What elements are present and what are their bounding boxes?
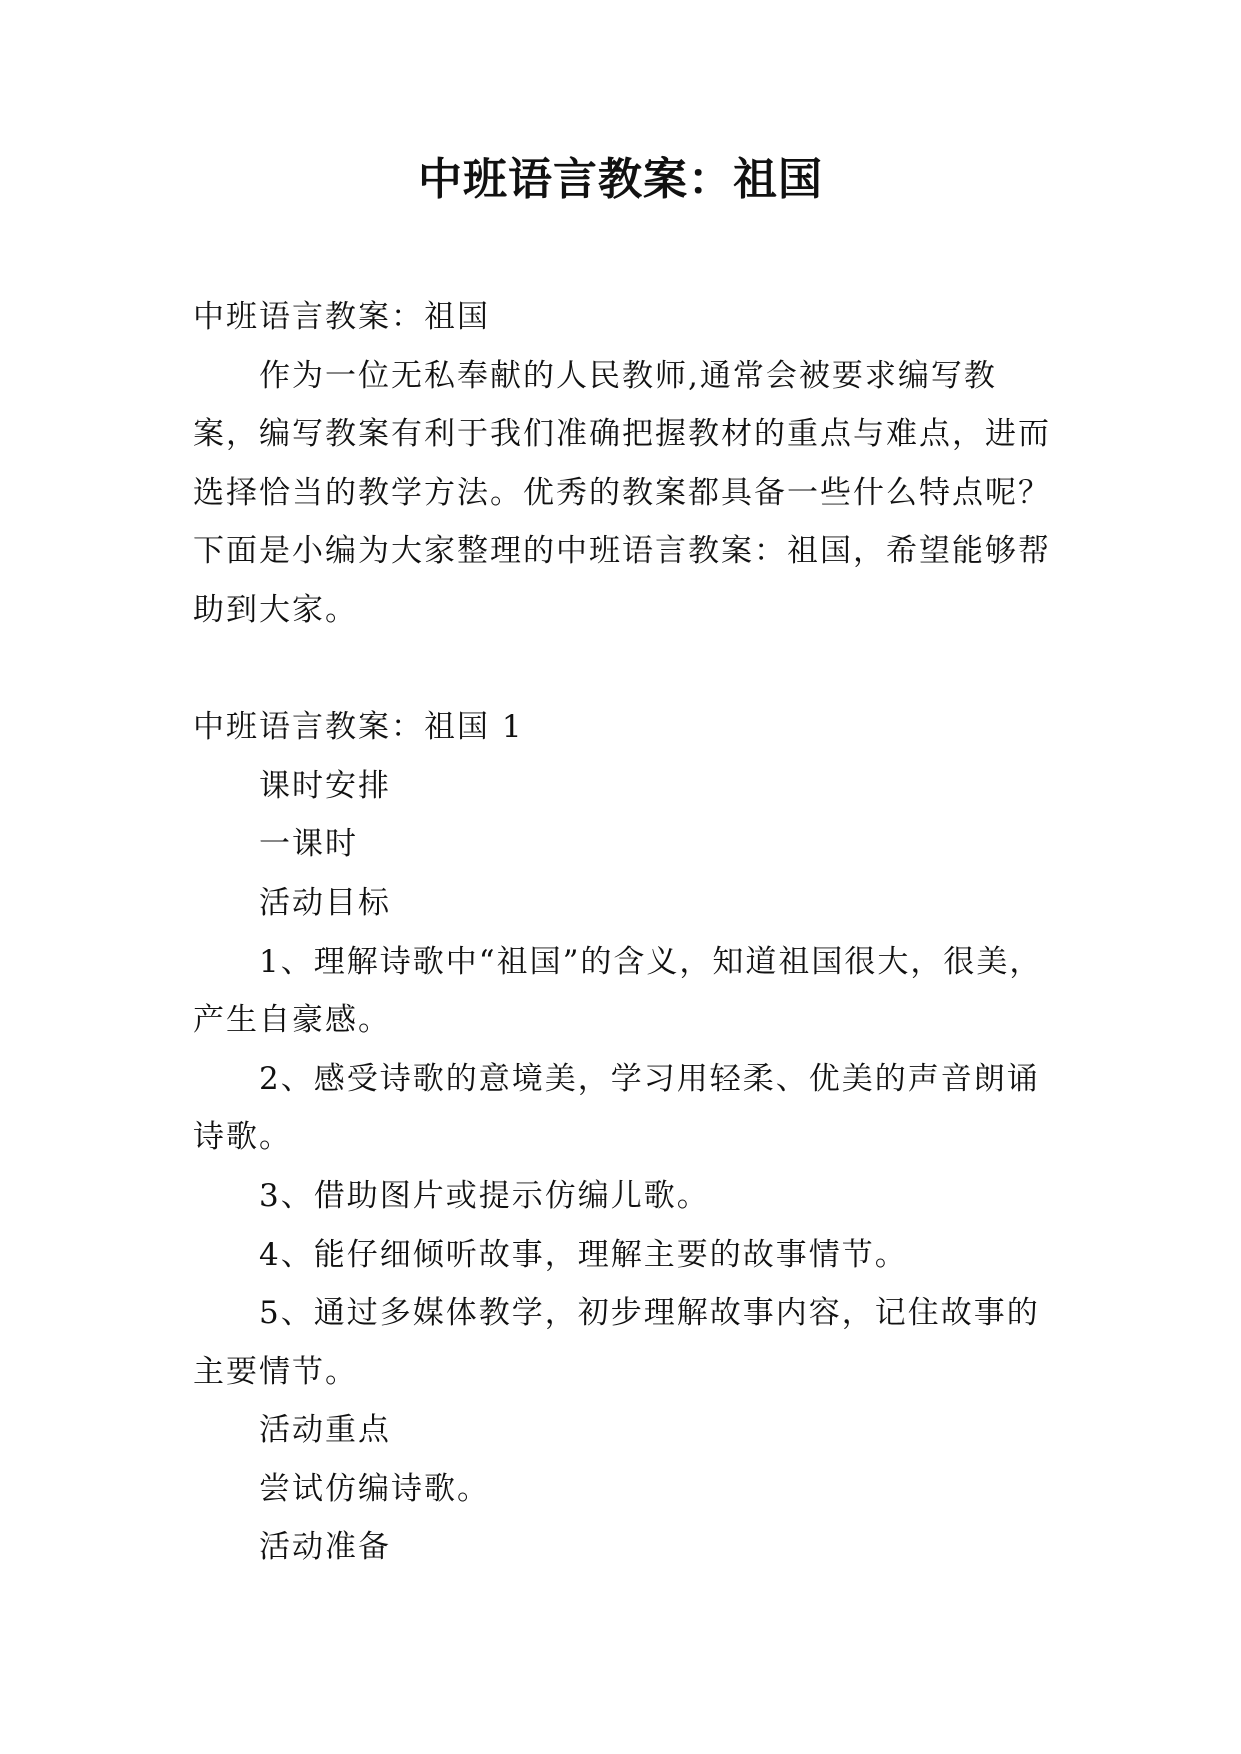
- goal-item: 3、借助图片或提示仿编儿歌。: [259, 1177, 710, 1214]
- focus-value: 尝试仿编诗歌。: [259, 1470, 490, 1507]
- goal-item: 5、通过多媒体教学，初步理解故事内容，记住故事的主要情节。: [193, 1295, 1040, 1390]
- schedule-label: 课时安排: [259, 767, 391, 804]
- schedule-value: 一课时: [259, 826, 358, 863]
- goals-label: 活动目标: [259, 884, 391, 921]
- paragraph-gap: [193, 640, 1055, 699]
- goal-item: 2、感受诗歌的意境美，学习用轻柔、优美的声音朗诵诗歌。: [193, 1060, 1040, 1156]
- document-body: [193, 288, 1055, 1577]
- goal-item: 4、能仔细倾听故事，理解主要的故事情节。: [259, 1236, 908, 1273]
- focus-label: 活动重点: [259, 1412, 391, 1449]
- intro-paragraph: 作为一位无私奉献的人民教师,通常会被要求编写教案，编写教案有利于我们准确把握教材的重点与难点，进而选择恰当的教学方法。优秀的教案都具备一些什么特点呢？下面是小编为大家整理的中班语言教案：祖国，希望能够帮助到大家。: [193, 357, 1051, 628]
- document-title: 中班语言教案：祖国: [418, 154, 823, 205]
- goal-item: 1、理解诗歌中“祖国”的含义，知道祖国很大，很美，产生自豪感。: [193, 943, 1043, 1039]
- prep-label: 活动准备: [259, 1529, 391, 1566]
- intro-heading: 中班语言教案：祖国: [193, 299, 490, 335]
- section-heading: 中班语言教案：祖国 1: [193, 709, 524, 746]
